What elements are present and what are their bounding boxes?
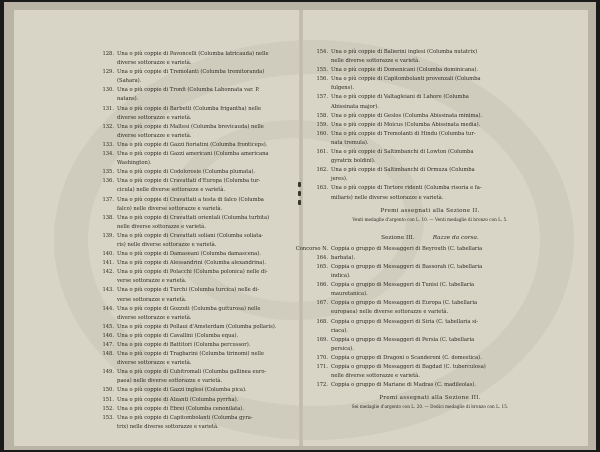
entry-number: 161. (316, 149, 328, 156)
entry-number: 135. (102, 169, 114, 176)
entry-number: 165. (316, 263, 328, 270)
concorso-label: Concorso N. (295, 245, 328, 252)
entry-text: Una o più coppie di Cavallini (Columba equa). (117, 332, 239, 339)
entry-text: Una o più coppie di Domenicani (Columba dominicana). (331, 67, 479, 74)
entry-row (98, 396, 288, 405)
entry-number: 171. (316, 364, 328, 370)
entry-text: Una o più coppie di Pavoncelli (Columba latricauda) nelle diverse sottorazze e varietà. (117, 51, 269, 67)
entry-row (98, 323, 288, 332)
entry-text: Coppia o gruppo di Messaggeri di Siria (C. tabellaria si- riaca). (331, 318, 479, 334)
entry-text: Una o più coppie di Alzanti (Columba pyrrha). (117, 396, 239, 403)
entry-row (98, 368, 288, 386)
entry-row (312, 48, 548, 66)
entry-number: 159. (316, 121, 328, 128)
entry-row (98, 168, 288, 177)
premi-sezione-2-heading: Premi assegnati alla Sezione II. (380, 207, 480, 214)
entry-number: 167. (316, 300, 328, 307)
entry-text: Una o più coppie di Saltimbanchi di Ormuza (Columba jeres). (331, 167, 475, 183)
entry-row (312, 263, 548, 281)
entry-text: Una o più coppie di Cravattati a testa di falco (Columba falco) nelle diverse sottorazze e varietà. (117, 196, 264, 212)
entry-text: Una o più coppie di Cravattati soliani (Columba soliata- ris) nelle diverse sottorazze e varietà. (117, 232, 264, 248)
section-3-list (295, 245, 548, 391)
entry-number: 132. (102, 123, 114, 130)
section-2-list (312, 48, 548, 203)
entry-row (312, 318, 548, 336)
entry-number: 169. (316, 336, 328, 343)
book-spread (14, 10, 588, 446)
entry-text: Una o più coppie di Pollaui d'Amsterdam (Columba pollaris). (117, 323, 277, 330)
entry-row (312, 130, 548, 148)
entry-number: 158. (316, 112, 328, 119)
entry-number: 146. (102, 332, 114, 339)
entry-text: Una o più coppie di Valtagleiani di Lahore (Columba Abissinata major). (331, 94, 469, 110)
entry-number: 140. (102, 251, 114, 258)
entry-text: Una o più coppie di Damaseani (Columba damascena). (117, 251, 261, 258)
entry-number: 148. (102, 351, 114, 358)
entry-row (312, 121, 548, 130)
entry-row (312, 381, 548, 390)
entry-row (312, 299, 548, 317)
entry-number: 156. (316, 76, 328, 83)
entry-row (312, 184, 548, 202)
entry-text: Coppia o gruppo di Messaggeri di Beyrouth (C. tabellaria barbata). (331, 245, 483, 261)
entry-number: 154. (316, 49, 328, 55)
entry-row (312, 281, 548, 299)
premi-sezione-3-note: Sei medaglie d'argento con L. 20. — Dodici medaglie di bronzo con L. 15. (351, 404, 509, 410)
entry-number: 157. (316, 94, 328, 101)
right-page (295, 48, 548, 411)
entry-row (98, 250, 288, 259)
entry-text: Coppia o gruppo di Messaggeri di Persia (C. tabellaria persica). (331, 336, 475, 352)
entry-text: Una o più coppie di Saltimbanchi di Lowton (Columba gyratrix boldini). (331, 149, 474, 165)
entry-row (98, 50, 288, 68)
entry-row (98, 68, 288, 86)
entry-text: Coppia o gruppo di Mariane di Madras (C. madileolas). (331, 382, 477, 389)
entry-text: Una o più coppie di Cravattati orientali (Columba turbita) nelle diverse sottorazze e varietà. (117, 214, 270, 230)
page-scan-frame (4, 2, 596, 450)
entry-row (98, 123, 288, 141)
entry-number: 131. (102, 105, 114, 112)
entry-number: 143. (102, 287, 114, 294)
entry-row (98, 386, 288, 395)
entry-text: Una o più coppie di Cravattati d'Europa (Columba tur- cicula) nelle diverse sottorazze e varietà. (117, 178, 261, 194)
entry-number: 170. (316, 354, 328, 361)
book-gutter (299, 10, 303, 446)
entry-row (98, 414, 288, 432)
entry-number: 134. (102, 151, 114, 158)
entry-number: 130. (102, 87, 114, 94)
entry-row (98, 350, 288, 368)
entry-text: Coppia o gruppo di Messaggeri di Bagdad (C. tuberculosa) nelle diverse sottorazze e varietà. (331, 364, 486, 380)
entry-number: 144. (102, 305, 114, 312)
entry-row (98, 305, 288, 323)
entry-number: 133. (102, 141, 114, 148)
entry-text: Una o più coppie di Gazzi americani (Columba americana Washington). (117, 151, 269, 167)
sezione-3-title: Razze da corsa. (432, 234, 479, 241)
entry-text: Una o più coppie di Tragbarini (Columba tirinomi) nelle diverse sottorazze e varietà. (117, 351, 264, 367)
entry-row (98, 259, 288, 268)
left-page (98, 50, 288, 432)
entry-row (98, 86, 288, 104)
entry-text: Una o più coppie di Geslos (Columba Abissinata minima). (331, 112, 483, 119)
entry-text: Una o più coppie di Tortore ridenti (Columba risoria e fa- miliaris) nelle diverse sottorazze e varietà. (331, 185, 482, 201)
entry-text: Una o più coppie di Battitori (Columba percussor). (117, 342, 251, 348)
entry-row (312, 354, 548, 363)
entry-row (98, 286, 288, 304)
entry-number: 160. (316, 130, 328, 137)
entry-row (295, 245, 548, 263)
entry-number: 129. (102, 69, 114, 76)
entry-text: Una o più coppie di Codolorosie (Columba plumata). (117, 169, 256, 176)
entry-text: Una o più coppie di Ebrei (Columba cenonilata). (117, 405, 244, 412)
entry-number: 162. (316, 167, 328, 174)
entry-text: Una o più coppie di Barbetti (Columba frigantha) nelle diverse sottorazze e varietà. (117, 105, 262, 121)
entry-text: Coppia o gruppo di Dragoni o Scanderoni (C. domestica). (331, 354, 482, 361)
entry-number: 149. (102, 369, 114, 376)
entry-number: 147. (102, 342, 114, 348)
entry-row (98, 196, 288, 214)
entry-number: 139. (102, 232, 114, 239)
entry-number: 150. (102, 387, 114, 394)
entry-text: Coppia o gruppo di Messaggeri di Tunisi (C. tabellaria mauretanica). (331, 282, 475, 298)
entry-row (98, 332, 288, 341)
entry-text: Una o più coppie di Moicus (Columba Abissinata media). (331, 121, 481, 128)
entry-row (312, 148, 548, 166)
entry-text: Una o più coppie di Balierini inglesi (Columba nutatrix) nelle diverse sottorazze e varietà. (331, 49, 478, 65)
entry-text: Coppia o gruppo di Messaggeri di Europa (C. tabellaria europaea) nelle diverse sottorazze e varietà. (331, 300, 478, 316)
entry-text: Una o più coppie di Capitombolanti provenzali (Columba fulgens). (331, 76, 481, 92)
entry-number: 145. (102, 323, 114, 330)
sezione-3-label: Sezione III. (381, 234, 415, 241)
entry-row (98, 105, 288, 123)
entry-row (98, 141, 288, 150)
entry-text: Una o più coppie di Gazzi fioriatini (Columba fronticeps). (117, 141, 268, 148)
entry-number: 166. (316, 282, 328, 289)
entry-number: 151. (102, 396, 114, 403)
entry-text: Una o più coppie di Gozzuti (Columba gutturosa) nelle diverse sottorazze e varietà. (117, 305, 261, 321)
entry-text: Una o più coppie di Alessandrini (Columba alexandrina). (117, 260, 267, 267)
entry-number: 142. (102, 269, 114, 276)
entry-text: Una o più coppie di Polacchi (Columba polonica) nelle di- verse sottorazze e varietà. (117, 269, 268, 285)
entry-number: 168. (316, 318, 328, 325)
entry-row (98, 214, 288, 232)
entry-row (312, 166, 548, 184)
binding-stitch (298, 200, 301, 205)
entry-text: Una o più coppie di Maltesi (Columba brevicauda) nelle diverse sottorazze e varietà. (117, 123, 264, 139)
entry-number: 137. (102, 196, 114, 203)
entry-row (312, 112, 548, 121)
entry-number: 155. (316, 67, 328, 74)
entry-number: 138. (102, 214, 114, 221)
entry-row (98, 341, 288, 350)
entry-text: Coppia o gruppo di Messaggeri di Bassorah (C. tabellaria indica). (331, 263, 483, 280)
entry-number: Concorso N. 164. (295, 245, 328, 261)
entry-text: Una o più coppie di Capitombolanti (Columba gyra- trix) nelle diverse sottorazze e varietà. (117, 414, 253, 430)
entry-row (312, 336, 548, 354)
entry-row (98, 177, 288, 195)
entry-number: 128. (102, 51, 114, 57)
entry-text: Una o più coppie di Tronfi (Columba Labonnata var. P. natans). (117, 87, 260, 103)
sezione-3-header (312, 234, 548, 243)
entry-text: Una o più coppie di Tremolanti di Hindu (Columba tur- nata tremula). (331, 130, 476, 146)
premi-sezione-2-note: Venti medaglie d'argento con L. 10. — Venti medaglie di bronzo con L. 5. (352, 216, 508, 222)
entry-number: 163. (316, 185, 328, 192)
entry-number: 172. (316, 382, 328, 389)
entry-row (312, 75, 548, 93)
entry-text: Una o più coppie di Turchi (Columba turcica) nelle di- verse sottorazze e varietà. (117, 287, 260, 303)
entry-row (312, 363, 548, 381)
entry-text: Una o più coppie di Cubitromali (Columba gallinea euro- paea) nelle diverse sottorazze e varietà. (117, 369, 267, 385)
premi-sezione-3-heading: Premi assegnati alla Sezione III. (379, 395, 481, 402)
entry-number: 152. (102, 405, 114, 412)
entry-text: Una o più coppie di Gazzi inglesi (Columba pica). (117, 387, 247, 394)
entry-row (312, 93, 548, 111)
entry-number: 136. (102, 178, 114, 185)
binding-stitch (298, 182, 301, 187)
entry-number: 153. (102, 414, 114, 421)
entry-row (98, 150, 288, 168)
entry-number: 141. (102, 260, 114, 267)
entry-text: Una o più coppie di Tremolanti (Columba tremitoranda) (Sahara). (117, 69, 265, 85)
entry-row (98, 405, 288, 414)
entry-row (98, 268, 288, 286)
binding-stitch (298, 191, 301, 196)
entry-row (98, 232, 288, 250)
entry-row (312, 66, 548, 75)
